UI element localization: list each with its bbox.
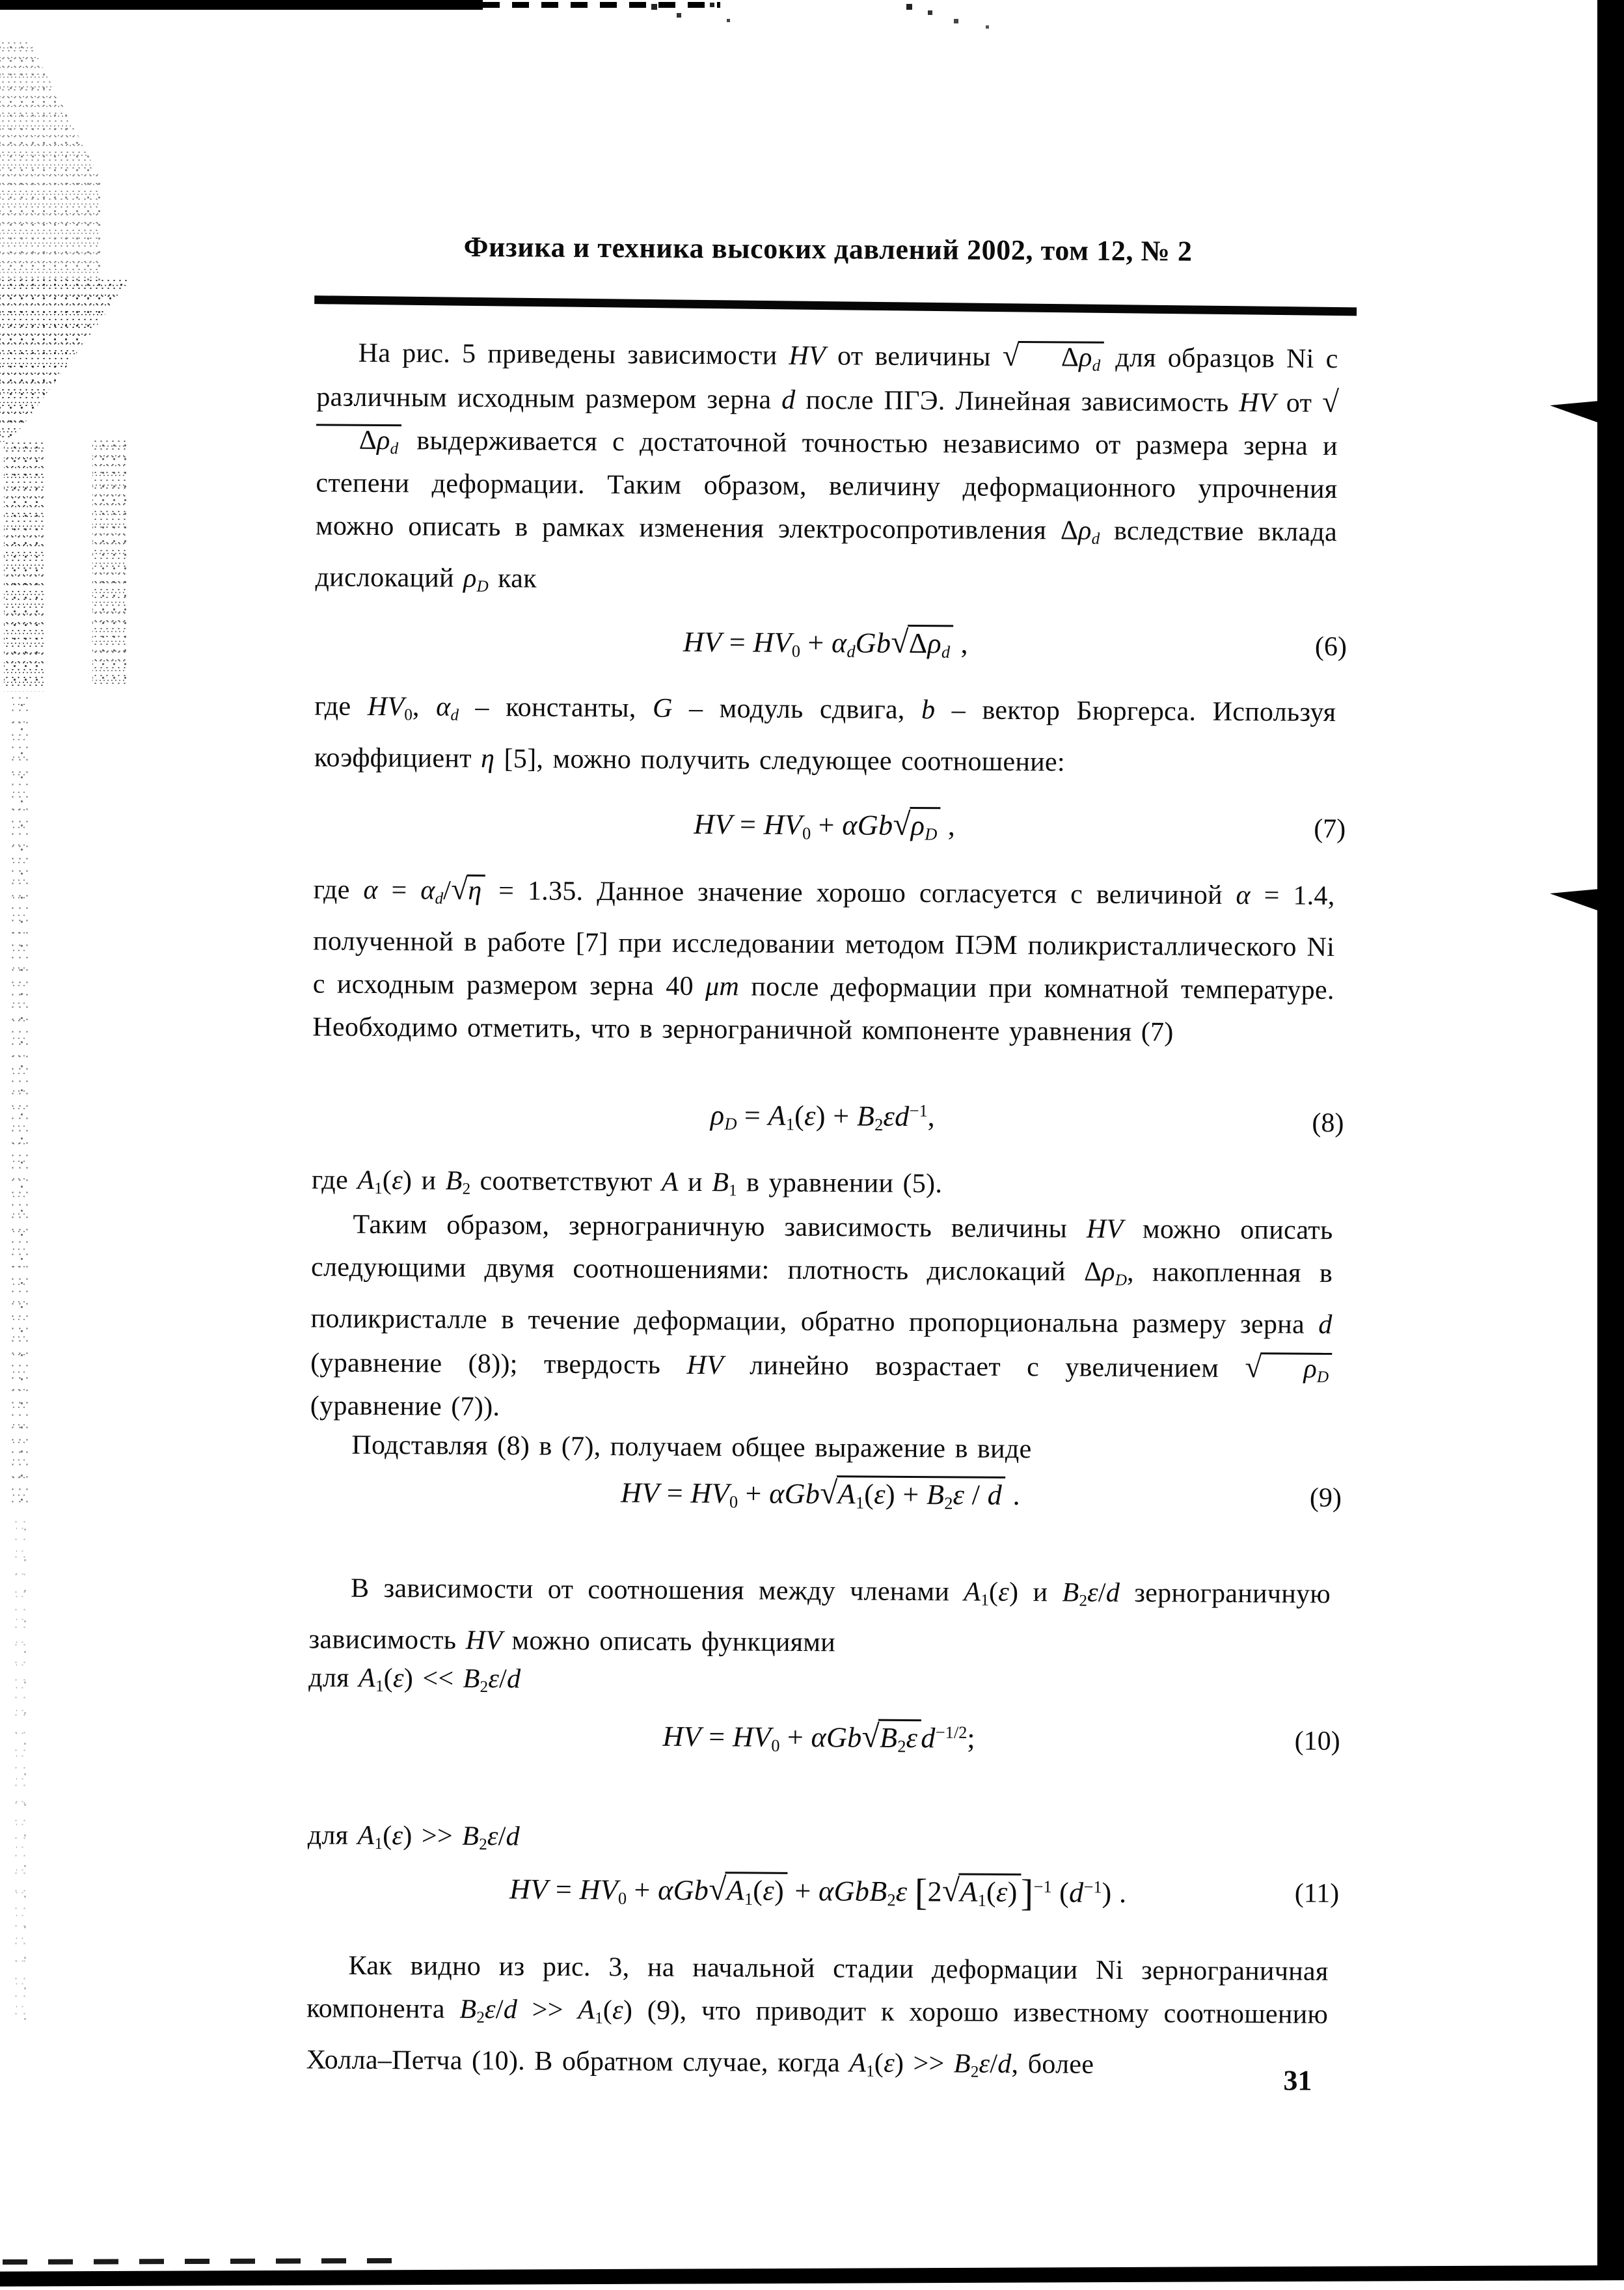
formula-7-body: HV = HV0 + αGb√ρD , xyxy=(314,802,1335,847)
formula-7 xyxy=(314,802,1335,847)
paragraph-8: для A1(ε) << B2ε/d xyxy=(308,1656,1330,1714)
paragraph-1: На рис. 5 приведены зависимости HV от величины √ Δρd для образцов Ni с различным исходным размером зерна d после ПГЭ. Линейная зависимость HV от √Δρd выдерживается с достаточной точностью независимо от размера зерна и степени деформации. Таким образом, величину деформационного упрочнения можно описать в рамках изменения электросопротивления Δρd вследствие вклада дислокаций ρD как xyxy=(315,330,1338,614)
paragraph-2: где HV0, αd – константы, G – модуль сдвига, b – вектор Бюргерса. Используя коэффициент η [5], можно получить следующее соотношение: xyxy=(314,685,1336,785)
formula-9 xyxy=(310,1471,1331,1516)
paragraph-10: Как видно из рис. 3, на начальной стадии деформации Ni зернограничная компонента B2ε/d >> A1(ε) (9), что приводит к хорошо известному соотношению Холла–Петча (10). В обратном случае, когда A1(ε) >> B2ε/d, более xyxy=(306,1944,1328,2096)
page-number: 31 xyxy=(1283,2064,1312,2097)
formula-10-number: (10) xyxy=(1295,1726,1340,1757)
paragraph-9: для A1(ε) >> B2ε/d xyxy=(307,1814,1329,1872)
header-rule-divider xyxy=(314,295,1357,316)
formula-7-number: (7) xyxy=(1314,813,1346,845)
formula-6-number: (6) xyxy=(1315,631,1347,662)
formula-6-body: HV = HV0 + αdGb√Δρd , xyxy=(315,620,1336,664)
formula-11-body: HV = HV0 + αGb√A1(ε) + αGbB2ε $[2√A1(\varepsilon)]^{-1}$ $(d^{-1})$ . xyxy=(307,1866,1329,1916)
formula-11-number: (11) xyxy=(1295,1878,1340,1909)
paragraph-6: Подставляя (8) в (7), получаем общее выражение в виде xyxy=(310,1423,1331,1473)
formula-8-number: (8) xyxy=(1312,1108,1344,1139)
formula-8-body: $\rho D = A1(\varepsilon) + B2\varepsilon d^{-1}$, xyxy=(312,1096,1333,1138)
paragraph-5: Таким образом, зернограничную зависимость величины HV можно описать следующими двумя соотношениями: плотность дислокаций ΔρD, накопленная в поликристалле в течение деформации, обратно пропорциональна размеру зерна d (уравнение (8)); твердость HV линейно возрастает с увеличением √ ρD (уравнение (7)). xyxy=(310,1203,1333,1434)
formula-9-body: HV = HV0 + αGb√A1(ε) + B2ε / d . xyxy=(310,1471,1331,1516)
formula-9-number: (9) xyxy=(1310,1482,1342,1514)
journal-header: Физика и техника высоких давлений 2002, том 12, № 2 xyxy=(318,229,1339,269)
formula-10-body: HV = HV0 + αGb√B2ε $d^{-1/2}$; xyxy=(308,1714,1330,1759)
formula-8 xyxy=(312,1096,1333,1138)
paragraph-4: где A1(ε) и B2 соответствуют A и B1 в уравнении (5). xyxy=(312,1158,1333,1216)
paragraph-7: В зависимости от соотношения между членами A1(ε) и B2ε/d зернограничную зависимость HV можно описать функциями xyxy=(308,1566,1331,1667)
formula-10 xyxy=(308,1714,1330,1759)
formula-11 xyxy=(307,1866,1329,1916)
formula-6 xyxy=(315,620,1336,664)
paragraph-3: где α = αd/√η = 1.35. Данное значение хорошо согласуется с величиной α = 1.4, полученной в работе [7] при исследовании методом ПЭМ поликристаллического Ni с исходным размером зерна 40 μm после деформации при комнатной температуре. Необходимо отметить, что в зернограничной компоненте уравнения (7) xyxy=(312,867,1335,1055)
